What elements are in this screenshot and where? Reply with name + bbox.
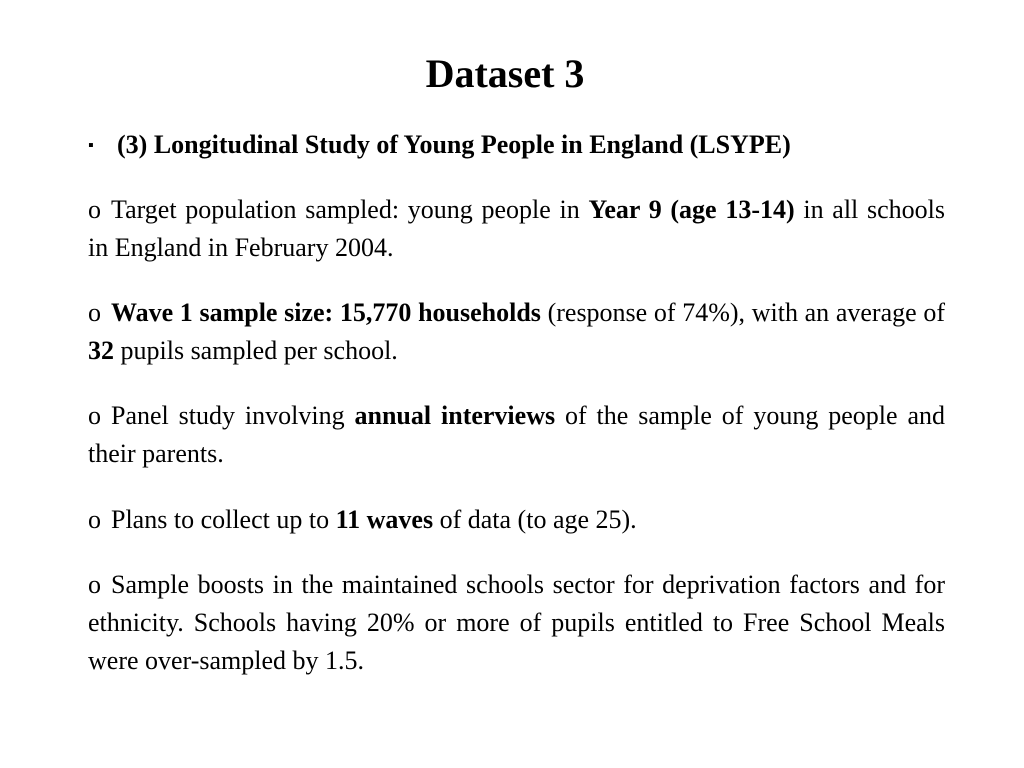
text-segment: pupils sampled per school.	[114, 336, 398, 365]
bold-segment: Wave 1 sample size: 15,770 households	[111, 298, 541, 327]
dataset-heading	[88, 128, 948, 163]
text-segment: (response of 74%), with an average of	[540, 298, 945, 327]
bold-segment: 32	[88, 336, 114, 365]
circle-bullet-icon: o	[88, 195, 101, 224]
bold-segment: 11 waves	[335, 505, 434, 534]
paragraph-waves	[88, 501, 945, 539]
square-bullet-icon: ▪	[88, 137, 94, 154]
text-segment: of the sample of young people and their parents.	[88, 401, 945, 468]
text-segment: Panel study involving	[111, 401, 355, 430]
slide-title: Dataset 3	[425, 51, 585, 96]
text-segment: Sample boosts in the maintained schools sector for deprivation factors and for ethnicity. Schools having 20% or more of pupils entitled to Free School Meals were over-sampled by 1.5.	[88, 570, 945, 675]
circle-bullet-icon: o	[88, 505, 101, 534]
bold-segment: annual interviews	[354, 401, 556, 430]
text-segment: Target population sampled: young people in	[111, 195, 589, 224]
bold-segment: Year 9 (age 13-14)	[588, 195, 795, 224]
text-segment: in all schools in England in February 2004.	[88, 195, 945, 262]
dataset-heading-text: (3) Longitudinal Study of Young People in England (LSYPE)	[117, 130, 791, 159]
text-segment: of data (to age 25).	[433, 505, 637, 534]
paragraph-panel-study	[88, 397, 945, 473]
circle-bullet-icon: o	[88, 401, 101, 430]
paragraph-sample-boosts	[88, 566, 945, 680]
paragraph-sample-size	[88, 294, 945, 370]
circle-bullet-icon: o	[88, 298, 101, 327]
text-segment: Plans to collect up to	[111, 505, 336, 534]
paragraph-target-population	[88, 191, 945, 267]
circle-bullet-icon: o	[88, 570, 101, 599]
